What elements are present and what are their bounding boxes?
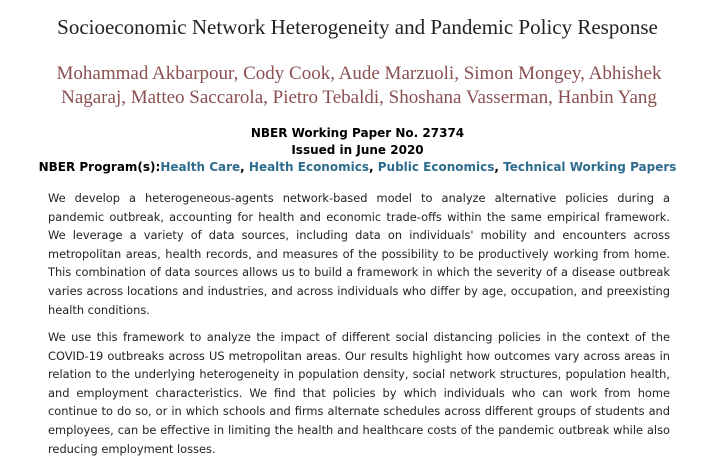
author-list: Mohammad Akbarpour, Cody Cook, Aude Marzuoli, Simon Mongey, Abhishek Nagaraj, Matteo Saccarola, Pietro Tebaldi, Shoshana Vasserman, Hanbin Yang <box>56 63 662 108</box>
program-link-technical-working-papers[interactable]: Technical Working Papers <box>503 160 677 174</box>
program-link-public-economics[interactable]: Public Economics <box>377 160 495 174</box>
program-list <box>0 160 715 174</box>
programs-label: NBER Program(s): <box>38 160 161 174</box>
program-link-health-economics[interactable]: Health Economics <box>248 160 369 174</box>
abstract-paragraph-2: We use this framework to analyze the impact of different social distancing policies in the context of the COVID-19 outbreaks across US metropolitan areas. Our results highlight how outcomes vary across areas in relation to the underlying heterogeneity in population density, social network structures, population health, and employment characteristics. We find that policies by which individuals who can work from home continue to do so, or in which schools and firms alternate schedules across different groups of students and employees, can be effective in limiting the health and healthcare costs of the pandemic outbreak while also reducing employment losses. <box>48 330 670 456</box>
program-separator: , <box>368 160 378 174</box>
program-separator: , <box>240 160 249 174</box>
program-link-health-care[interactable]: Health Care <box>160 160 241 174</box>
issue-date: Issued in June 2020 <box>291 143 424 157</box>
paper-title: Socioeconomic Network Heterogeneity and Pandemic Policy Response <box>57 15 658 39</box>
working-paper-number: NBER Working Paper No. 27374 <box>250 126 465 140</box>
program-separator: , <box>494 160 504 174</box>
abstract-paragraph-1: We develop a heterogeneous-agents network-based model to analyze alternative policies during a pandemic outbreak, accounting for health and economic trade-offs within the same empirical framework. We leverage a variety of data sources, including data on individuals' mobility and encounters across metropolitan areas, health records, and measures of the possibility to be productively working from home. This combination of data sources allows us to build a framework in which the severity of a disease outbreak varies across locations and industries, and across individuals who differ by age, occupation, and preexisting health conditions. <box>48 191 670 317</box>
